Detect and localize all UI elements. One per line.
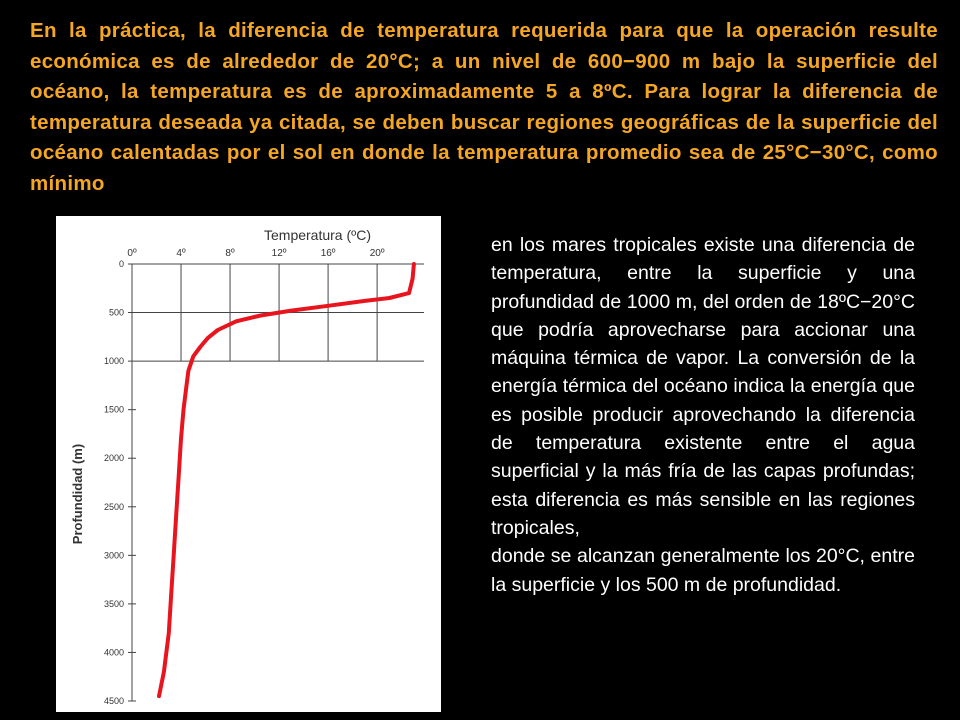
x-tick-label: 4º — [176, 248, 186, 259]
chart-ticks — [104, 248, 385, 706]
y-tick-label: 500 — [108, 307, 124, 318]
chart-title: Temperatura (ºC) — [264, 227, 372, 243]
y-tick-label: 3000 — [103, 550, 124, 561]
slide-heading: En la práctica, la diferencia de temperatura requerida para que la operación resulte económica es de alrededor de 20°C; a un nivel de 600−900 m bajo la superficie del océano, la temperatura es de aproximadamente 5 a 8ºC. Para lograr la diferencia de temperatura deseada ya citada, se deben buscar regiones geográficas de la superficie del océano calentadas por el sol en donde la temperatura promedio sea de 25°C−30°C, como mínimo — [30, 19, 938, 195]
x-tick-label: 8º — [225, 248, 235, 259]
y-tick-label: 3500 — [103, 598, 124, 609]
temperature-profile-line — [159, 264, 414, 696]
body-paragraph-2: donde se alcanzan generalmente los 20°C, entre la superficie y los 500 m de profundidad. — [491, 545, 915, 596]
y-tick-label: 0 — [118, 259, 124, 269]
y-tick-label: 2500 — [103, 501, 124, 512]
body-paragraph-1: en los mares tropicales existe una diferencia de temperatura, entre la superficie y una profundidad de 1000 m, del orden de 18ºC−20°C que podría aprovecharse para accionar una máquina térmica de vapor. La conversión de la energía térmica del océano indica la energía que es posible producir aprovechando la diferencia de temperatura existente entre el agua superficial y la más fría de las capas profundas; esta diferencia es más sensible en las regiones tropicales, — [491, 234, 915, 539]
y-tick-label: 4500 — [103, 696, 124, 706]
chart-series — [159, 264, 414, 696]
y-tick-label: 1000 — [103, 356, 124, 367]
chart-y-axis-label: Profundidad (m) — [70, 443, 85, 545]
y-tick-label: 1500 — [103, 404, 124, 415]
body-text — [491, 231, 915, 599]
x-tick-label: 16º — [320, 248, 336, 259]
x-tick-label: 12º — [271, 248, 287, 259]
chart-grid — [128, 264, 424, 701]
x-tick-label: 0º — [127, 248, 137, 259]
y-tick-label: 2000 — [103, 453, 124, 464]
temperature-depth-chart — [56, 216, 441, 712]
chart-svg — [56, 216, 441, 712]
x-tick-label: 20º — [369, 248, 385, 259]
y-tick-label: 4000 — [103, 647, 124, 658]
